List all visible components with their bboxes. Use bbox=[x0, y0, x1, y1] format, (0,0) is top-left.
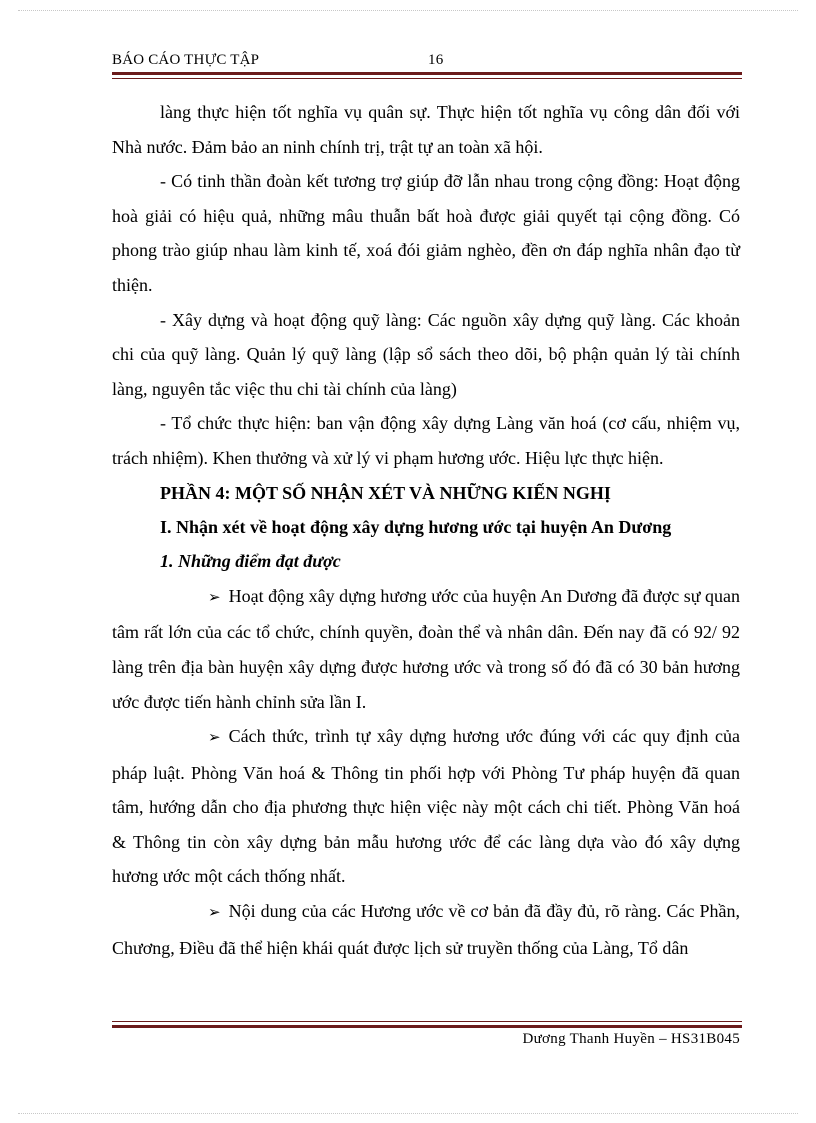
body-paragraph: làng thực hiện tốt nghĩa vụ quân sự. Thực hiện tốt nghĩa vụ công dân đối với Nhà nước. Đảm bảo an ninh chính trị, trật tự an toàn xã hội. bbox=[112, 102, 740, 157]
bullet-item bbox=[112, 719, 740, 894]
page-number: 16 bbox=[428, 52, 444, 68]
page-body bbox=[112, 95, 740, 965]
heading-level-2: 1. Những điểm đạt được bbox=[160, 551, 341, 572]
bullet-text: Nội dung của các Hương ước về cơ bản đã đầy đủ, rõ ràng. Các Phần, Chương, Điều đã thể hiện khái quát được lịch sử truyền thống của Làng, Tổ dân bbox=[112, 901, 740, 958]
page-top-border bbox=[18, 10, 798, 11]
page-header bbox=[112, 50, 742, 72]
arrow-bullet-icon: ➢ bbox=[208, 730, 221, 747]
body-paragraph: - Tổ chức thực hiện: ban vận động xây dựng Làng văn hoá (cơ cấu, nhiệm vụ, trách nhiệm). Khen thưởng và xử lý vi phạm hương ước. Hiệu lực thực hiện. bbox=[112, 413, 740, 468]
heading-level-1: I. Nhận xét về hoạt động xây dựng hương ước tại huyện An Dương bbox=[160, 516, 672, 537]
page-bottom-border bbox=[18, 1113, 798, 1114]
section-title: PHẦN 4: MỘT SỐ NHẬN XÉT VÀ NHỮNG KIẾN NGHỊ bbox=[160, 482, 611, 503]
body-paragraph: - Có tinh thần đoàn kết tương trợ giúp đỡ lẫn nhau trong cộng đồng: Hoạt động hoà giải có hiệu quả, những mâu thuẫn bất hoà được giải quyết tại cộng đồng. Có phong trào giúp nhau làm kinh tế, xoá đói giảm nghèo, đền ơn đáp nghĩa nhân đạo từ thiện. bbox=[112, 171, 740, 295]
arrow-bullet-icon: ➢ bbox=[208, 905, 221, 922]
bullet-text: Cách thức, trình tự xây dựng hương ước đúng với các quy định của pháp luật. Phòng Văn hoá & Thông tin phối hợp với Phòng Tư pháp huyện đã quan tâm, hướng dẫn cho địa phương thực hiện việc này một cách chi tiết. Phòng Văn hoá & Thông tin còn xây dựng bản mẫu hương ước để các làng dựa vào đó xây dựng hương ước một cách thống nhất. bbox=[112, 726, 740, 887]
bullet-item bbox=[112, 894, 740, 965]
header-rule bbox=[112, 72, 742, 79]
footer-author: Dương Thanh Huyền – HS31B045 bbox=[522, 1031, 740, 1047]
header-title: BÁO CÁO THỰC TẬP bbox=[112, 52, 260, 68]
arrow-bullet-icon: ➢ bbox=[208, 589, 221, 606]
bullet-text: Hoạt động xây dựng hương ước của huyện An Dương đã được sự quan tâm rất lớn của các tổ chức, chính quyền, đoàn thể và nhân dân. Đến nay đã có 92/ 92 làng trên địa bàn huyện xây dựng được hương ước và trong số đó đã có 30 bản hương ước được tiến hành chỉnh sửa lần I. bbox=[112, 585, 740, 712]
bullet-item bbox=[112, 579, 740, 719]
page-footer bbox=[112, 1031, 740, 1048]
footer-rule bbox=[112, 1021, 742, 1028]
body-paragraph: - Xây dựng và hoạt động quỹ làng: Các nguồn xây dựng quỹ làng. Các khoản chi của quỹ làng. Quản lý quỹ làng (lập sổ sách theo dõi, bộ phận quản lý tài chính làng, nguyên tắc việc thu chi tài chính của làng) bbox=[112, 309, 740, 399]
